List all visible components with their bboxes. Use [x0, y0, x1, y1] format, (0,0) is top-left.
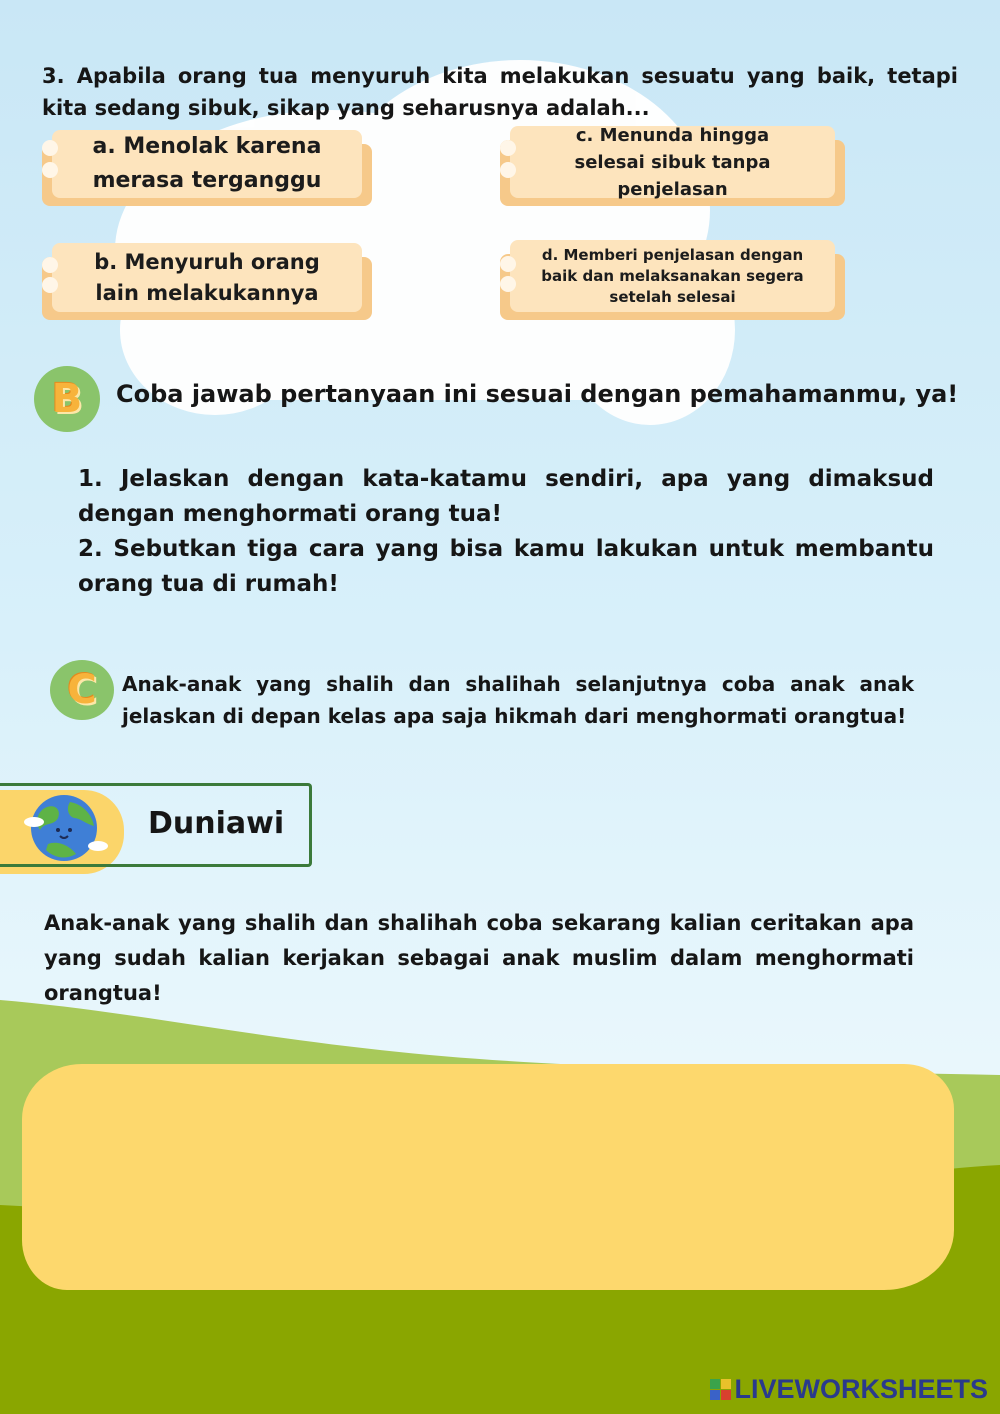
answer-box[interactable] [22, 1064, 954, 1290]
option-b[interactable] [42, 243, 372, 320]
option-a-dot [42, 140, 58, 156]
logo-square-i [721, 1379, 731, 1389]
option-c-dot [500, 162, 516, 178]
logo-square-e [721, 1390, 731, 1400]
option-a-label: a. Menolak karena merasa terganggu [52, 130, 362, 198]
section-c-text: Anak-anak yang shalih dan shalihah selanjutnya coba anak anak jelaskan di depan kelas apa saja hikmah dari menghormati orangtua! [122, 672, 914, 728]
duniawi-title: Duniawi [148, 806, 285, 841]
section-b-badge: B [34, 366, 100, 432]
option-b-dot [42, 257, 58, 273]
liveworksheets-logo [710, 1374, 988, 1405]
logo-square-l [710, 1379, 720, 1389]
section-b-question-2: 2. Sebutkan tiga cara yang bisa kamu lakukan untuk membantu orang tua di rumah! [78, 536, 934, 597]
option-d[interactable] [500, 240, 845, 320]
option-b-label: b. Menyuruh orang lain melakukannya [52, 243, 362, 312]
section-c-badge: C [50, 660, 114, 720]
option-b-dot [42, 277, 58, 293]
duniawi-instruction: Anak-anak yang shalih dan shalihah coba sekarang kalian ceritakan apa yang sudah kalian kerjakan sebagai anak muslim dalam menghormati orangtua! [44, 911, 914, 1005]
option-d-dot [500, 256, 516, 272]
option-c-dot [500, 140, 516, 156]
question-3-text: 3. Apabila orang tua menyuruh kita melakukan sesuatu yang baik, tetapi kita sedang sibuk, sikap yang seharusnya adalah... [42, 64, 958, 120]
option-a-dot [42, 162, 58, 178]
section-b-heading: Coba jawab pertanyaan ini sesuai dengan pemahamanmu, ya! [116, 380, 959, 408]
liveworksheets-mark-icon [710, 1379, 731, 1400]
option-c-label: c. Menunda hingga selesai sibuk tanpa penjelasan [510, 126, 835, 198]
option-c[interactable] [500, 126, 845, 206]
option-d-label: d. Memberi penjelasan dengan baik dan melaksanakan segera setelah selesai [510, 240, 835, 312]
logo-square-v [710, 1390, 720, 1400]
section-b-question-1: 1. Jelaskan dengan kata-katamu sendiri, apa yang dimaksud dengan menghormati orang tua! [78, 466, 934, 527]
earth-icon [22, 792, 110, 864]
section-b-questions [78, 462, 934, 602]
option-a[interactable] [42, 130, 372, 206]
option-d-dot [500, 276, 516, 292]
logo-text: LIVEWORKSHEETS [734, 1374, 988, 1404]
